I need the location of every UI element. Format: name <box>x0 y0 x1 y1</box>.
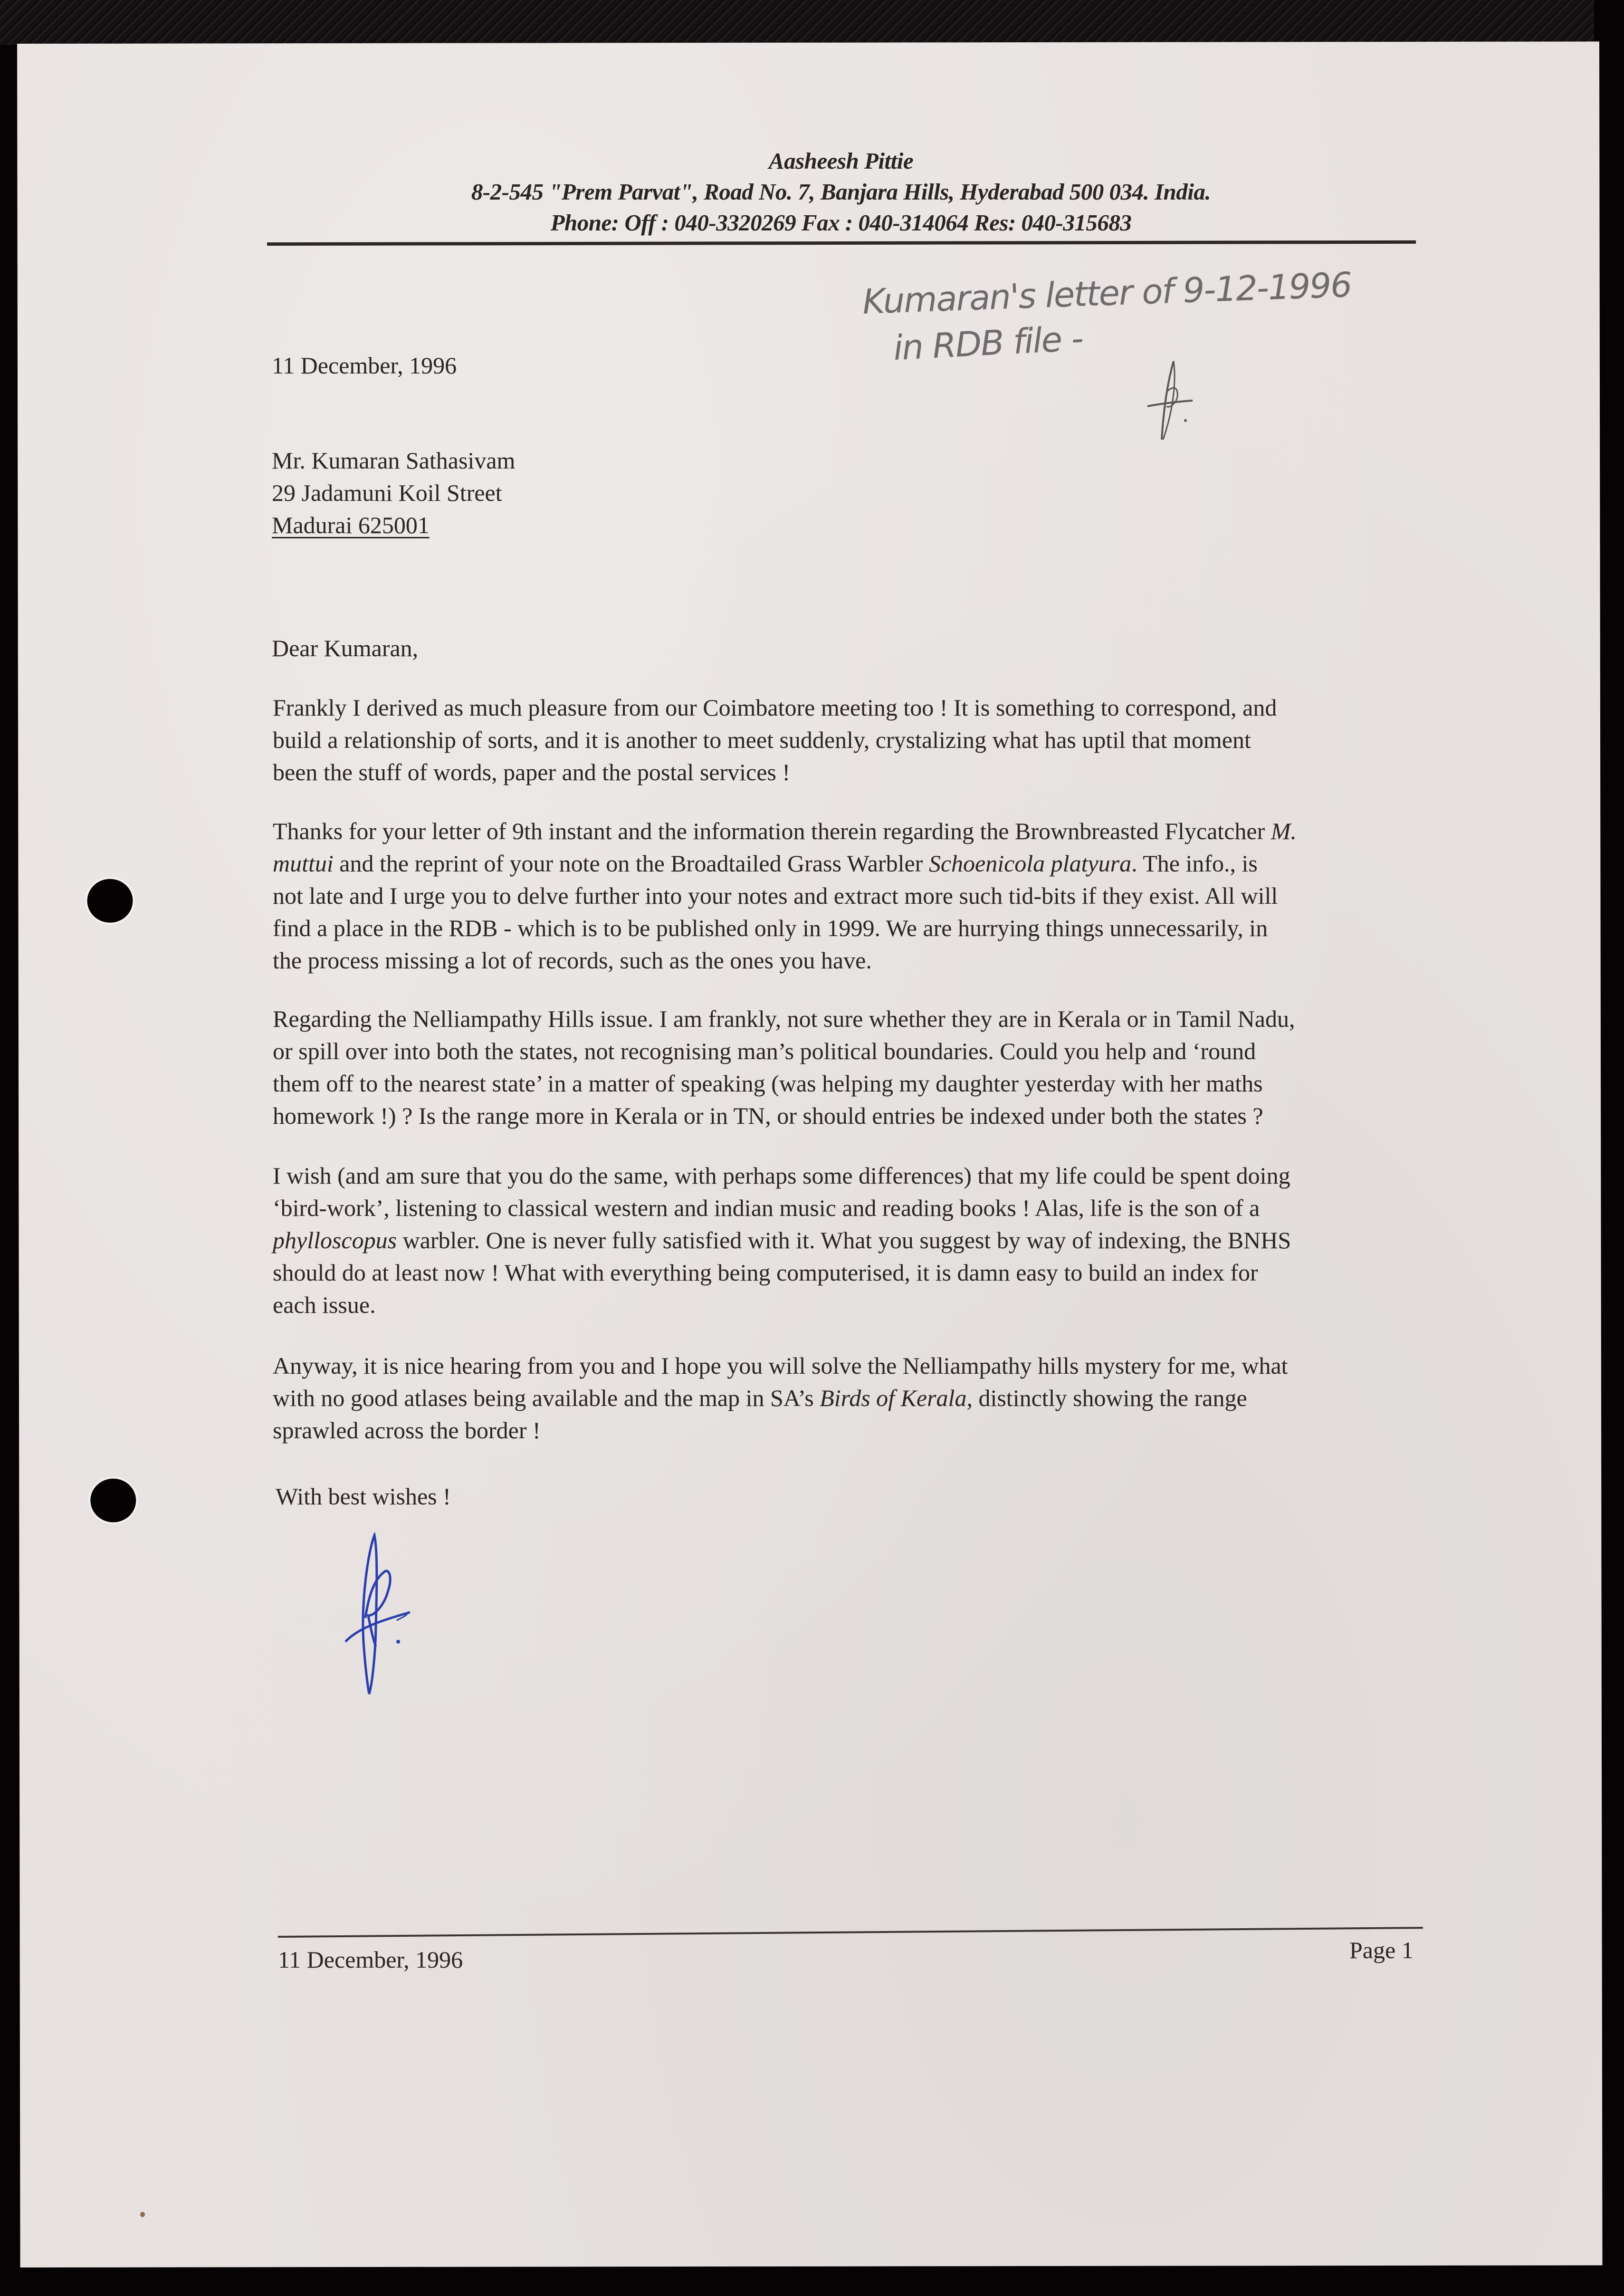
paragraph-line: not late and I urge you to delve further into your notes and extract more such tid-bits if they exist. All will <box>273 882 1278 909</box>
book-title-italic: Birds of Kerala <box>820 1385 967 1411</box>
text-run: . The info., is <box>1131 850 1258 877</box>
species-name-italic: M. <box>1271 818 1297 844</box>
paragraph-line: build a relationship of sorts, and it is another to meet suddenly, crystalizing what has uptil that moment <box>273 727 1251 753</box>
letterhead-phone: Phone: Off : 040-3320269 Fax : 040-314064 Res: 040-315683 <box>550 210 1132 236</box>
paragraph-line: ‘bird-work’, listening to classical western and indian music and reading books ! Alas, life is the son of a <box>273 1195 1260 1221</box>
species-name-italic: phylloscopus <box>273 1227 397 1253</box>
paragraph-anyway <box>273 1349 1423 1446</box>
salutation: Dear Kumaran, <box>272 635 419 661</box>
paragraph-line: or spill over into both the states, not recognising man’s political boundaries. Could you help and ‘round <box>273 1038 1256 1064</box>
recipient-name: Mr. Kumaran Sathasivam <box>272 447 516 474</box>
paragraph-coimbatore-meeting <box>273 691 1423 788</box>
species-name-italic: muttui <box>273 850 334 877</box>
footer-rule <box>278 1927 1423 1938</box>
footer-page-number: Page 1 <box>1349 1937 1414 1963</box>
paragraph-line <box>273 1382 1423 1414</box>
letter-date: 11 December, 1996 <box>272 352 457 379</box>
paragraph-line <box>273 815 1423 847</box>
paragraph-line <box>273 1224 1423 1256</box>
text-run: and the reprint of your note on the Broadtailed Grass Warbler <box>333 850 929 877</box>
paragraph-line: should do at least now ! What with everything being computerised, it is damn easy to build an index for <box>273 1259 1258 1286</box>
paragraph-line: sprawled across the border ! <box>273 1417 541 1444</box>
pencil-initial-mark <box>1140 359 1202 442</box>
pencil-annotation-line1: Kumaran's letter of 9-12-1996 <box>861 265 1352 322</box>
recipient-city: Madurai 625001 <box>272 512 430 538</box>
paragraph-line: find a place in the RDB - which is to be published only in 1999. We are hurrying things unnecessarily, in <box>273 915 1268 941</box>
closing-line: With best wishes ! <box>276 1483 451 1510</box>
paragraph-line: I wish (and am sure that you do the same, with perhaps some differences) that my life could be spent doing <box>273 1162 1290 1189</box>
paragraph-line: the process missing a lot of records, such as the ones you have. <box>273 947 872 974</box>
paragraph-line: been the stuff of words, paper and the postal services ! <box>273 759 791 785</box>
paper-speck <box>140 2212 145 2217</box>
paragraph-line: Anyway, it is nice hearing from you and I hope you will solve the Nelliampathy hills mystery for me, what <box>273 1352 1288 1379</box>
paragraph-line: them off to the nearest state’ in a matter of speaking (was helping my daughter yesterday with her maths <box>273 1070 1263 1097</box>
recipient-street: 29 Jadamuni Koil Street <box>272 479 502 506</box>
text-run: with no good atlases being available and the map in SA’s <box>273 1385 820 1411</box>
paragraph-line: each issue. <box>273 1292 376 1318</box>
paragraph-line: homework !) ? Is the range more in Kerala or in TN, or should entries be indexed under both the states ? <box>273 1102 1263 1129</box>
text-run: warbler. One is never fully satisfied with it. What you suggest by way of indexing, the BNHS <box>397 1227 1291 1253</box>
paragraph-line: Frankly I derived as much pleasure from our Coimbatore meeting too ! It is something to correspond, and <box>273 694 1277 721</box>
paragraph-thanks-for-letter <box>273 815 1423 976</box>
letterhead-rule <box>267 240 1416 246</box>
species-name-italic: Schoenicola platyura <box>928 850 1132 877</box>
paragraph-line <box>273 847 1423 880</box>
paragraph-nelliampathy-hills <box>273 1003 1423 1132</box>
ink-signature <box>344 1532 420 1696</box>
text-run: Thanks for your letter of 9th instant and the information therein regarding the Brownbreasted Flycatcher <box>273 818 1271 844</box>
text-run: , distinctly showing the range <box>966 1385 1247 1411</box>
letterhead-name: Aasheesh Pittie <box>768 148 914 174</box>
letterhead-address: 8-2-545 "Prem Parvat", Road No. 7, Banjara Hills, Hyderabad 500 034. India. <box>471 179 1211 205</box>
paragraph-line: Regarding the Nelliampathy Hills issue. I am frankly, not sure whether they are in Kerala or in Tamil Nadu, <box>273 1005 1295 1032</box>
pencil-annotation-line2: in RDB file - <box>892 318 1084 368</box>
footer-date: 11 December, 1996 <box>278 1946 463 1973</box>
paragraph-bird-work <box>273 1159 1423 1321</box>
